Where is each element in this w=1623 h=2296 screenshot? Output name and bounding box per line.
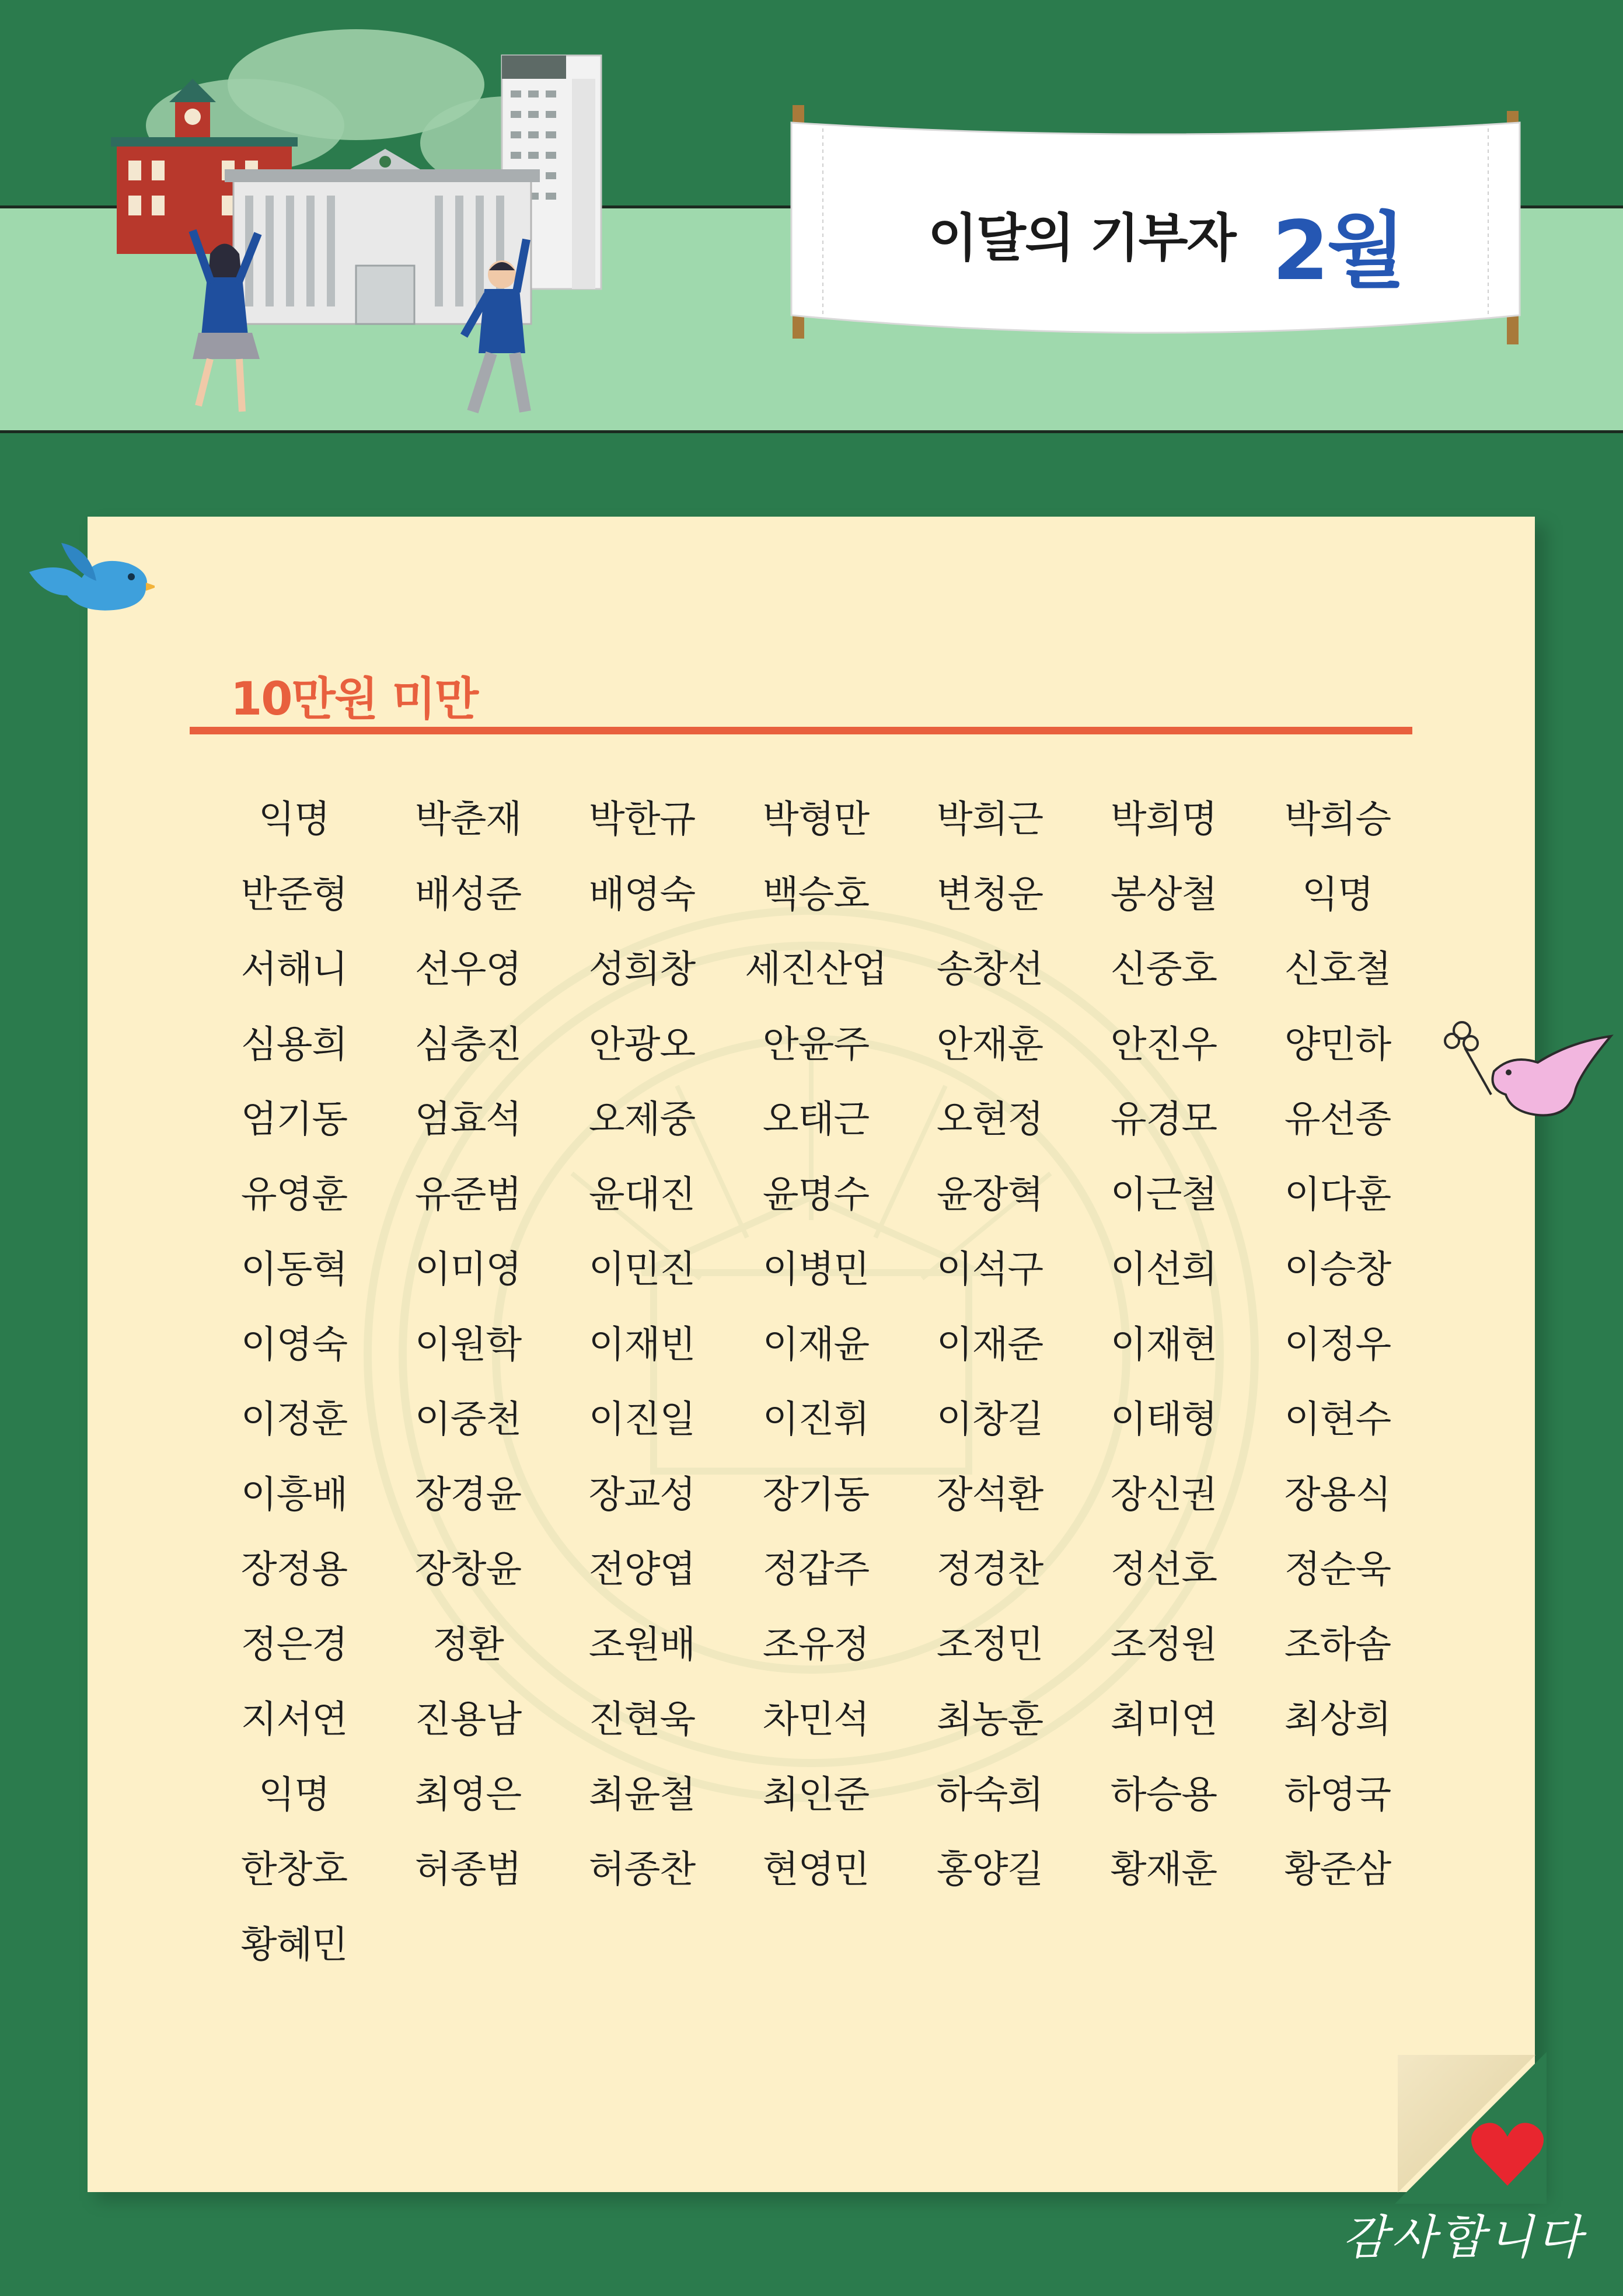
donor-name: 박희근	[936, 798, 1043, 841]
donor-name: 진용남	[414, 1698, 522, 1741]
donor-name: 이석구	[936, 1248, 1043, 1291]
donor-name: 최인준	[762, 1773, 870, 1817]
donor-name: 오제중	[588, 1098, 696, 1141]
donor-name: 박한규	[588, 798, 696, 841]
donor-name: 이병민	[762, 1248, 870, 1291]
section-title: 10만원 미만	[231, 673, 478, 726]
donor-name: 조유정	[762, 1623, 870, 1667]
donor-name: 세진산업	[745, 948, 887, 991]
donor-name: 반준형	[240, 873, 348, 917]
donor-name: 유경모	[1110, 1098, 1217, 1141]
donor-name: 하승용	[1110, 1773, 1217, 1817]
donor-name: 이창길	[936, 1398, 1043, 1441]
donor-name: 안광오	[588, 1023, 696, 1067]
donor-name: 장기동	[762, 1473, 870, 1517]
donor-name: 배영숙	[588, 873, 696, 917]
donor-name: 최상희	[1284, 1698, 1391, 1741]
donor-name: 장경윤	[414, 1473, 522, 1517]
donor-name: 윤대진	[588, 1173, 696, 1217]
donor-name: 이동혁	[240, 1248, 348, 1291]
donor-name: 익명	[259, 1773, 330, 1817]
donor-name: 최영은	[414, 1773, 522, 1817]
donor-name: 유준범	[414, 1173, 522, 1217]
donor-name: 정은경	[240, 1623, 348, 1667]
donor-name: 안윤주	[762, 1023, 870, 1067]
banner-title: 이달의 기부자	[928, 208, 1235, 268]
blue-bird-icon	[26, 531, 155, 619]
donor-name: 익명	[1302, 873, 1373, 917]
thank-you-text: 감사합니다	[1342, 2210, 1586, 2264]
donor-name: 이민진	[588, 1248, 696, 1291]
donor-name: 홍양길	[936, 1848, 1043, 1891]
heart-icon	[1470, 2120, 1545, 2188]
donor-name: 선우영	[414, 948, 522, 991]
donor-name: 이태형	[1110, 1398, 1217, 1441]
donor-name: 심용희	[240, 1023, 348, 1067]
donor-name: 이원학	[414, 1323, 522, 1367]
donor-name: 장창윤	[414, 1548, 522, 1591]
donor-name: 윤장혁	[936, 1173, 1043, 1217]
donor-name: 오현정	[936, 1098, 1043, 1141]
donor-name: 이진일	[588, 1398, 696, 1441]
donor-name: 장용식	[1284, 1473, 1391, 1517]
donor-name: 이정우	[1284, 1323, 1391, 1367]
donor-name: 황재훈	[1110, 1848, 1217, 1891]
donor-name: 이흥배	[240, 1473, 348, 1517]
donor-name: 신중호	[1110, 948, 1217, 991]
donor-name: 양민하	[1284, 1023, 1391, 1067]
donor-name: 봉상철	[1110, 873, 1217, 917]
pink-bird-icon	[1441, 1007, 1617, 1141]
donor-name: 조원배	[588, 1623, 696, 1667]
campus-illustration	[99, 9, 659, 429]
donor-name: 최농훈	[936, 1698, 1043, 1741]
donor-name: 조하솜	[1284, 1623, 1391, 1667]
donor-name: 하영국	[1284, 1773, 1391, 1817]
donor-name: 장석환	[936, 1473, 1043, 1517]
donor-name: 이선희	[1110, 1248, 1217, 1291]
donor-name: 한창호	[240, 1848, 348, 1891]
donor-name: 엄기동	[240, 1098, 348, 1141]
donor-name: 박희명	[1110, 798, 1217, 841]
donor-name: 현영민	[762, 1848, 870, 1891]
donor-name: 진현욱	[588, 1698, 696, 1741]
donor-name: 윤명수	[762, 1173, 870, 1217]
donor-name: 이중천	[414, 1398, 522, 1441]
donor-name: 백승호	[762, 873, 870, 917]
donor-name: 신호철	[1284, 948, 1391, 991]
donor-name: 황혜민	[240, 1923, 348, 1967]
section-divider	[190, 727, 1412, 734]
donor-list	[207, 782, 1433, 1983]
donor-name: 이영숙	[240, 1323, 348, 1367]
donor-name: 이정훈	[240, 1398, 348, 1441]
donor-name: 박춘재	[414, 798, 522, 841]
donor-name: 하숙희	[936, 1773, 1043, 1817]
donor-name: 배성준	[414, 873, 522, 917]
donor-name: 정갑주	[762, 1548, 870, 1591]
donor-name: 허종범	[414, 1848, 522, 1891]
donor-name: 장신권	[1110, 1473, 1217, 1517]
donor-name: 장정용	[240, 1548, 348, 1591]
donor-name: 이승창	[1284, 1248, 1391, 1291]
donor-name: 최미연	[1110, 1698, 1217, 1741]
donor-name: 전양엽	[588, 1548, 696, 1591]
donor-name: 안진우	[1110, 1023, 1217, 1067]
donor-name: 차민석	[762, 1698, 870, 1741]
donor-name: 허종찬	[588, 1848, 696, 1891]
donor-name: 황준삼	[1284, 1848, 1391, 1891]
donor-name: 정환	[432, 1623, 504, 1667]
donor-name: 장교성	[588, 1473, 696, 1517]
donor-name: 정순욱	[1284, 1548, 1391, 1591]
donor-name: 이진휘	[762, 1398, 870, 1441]
donor-name: 서해니	[240, 948, 348, 991]
donor-name: 최윤철	[588, 1773, 696, 1817]
donor-name: 이재윤	[762, 1323, 870, 1367]
donor-name: 익명	[259, 798, 330, 841]
donor-name: 성희창	[588, 948, 696, 991]
donor-name: 조정민	[936, 1623, 1043, 1667]
donor-name: 이근철	[1110, 1173, 1217, 1217]
donor-name: 이미영	[414, 1248, 522, 1291]
donor-name: 변청운	[936, 873, 1043, 917]
donor-name: 유영훈	[240, 1173, 348, 1217]
donor-name: 이재빈	[588, 1323, 696, 1367]
donor-name: 엄효석	[414, 1098, 522, 1141]
donor-name: 이재준	[936, 1323, 1043, 1367]
donor-name: 정선호	[1110, 1548, 1217, 1591]
donor-name: 안재훈	[936, 1023, 1043, 1067]
donor-name: 이다훈	[1284, 1173, 1391, 1217]
donor-name: 송창선	[936, 948, 1043, 991]
donor-name: 조정원	[1110, 1623, 1217, 1667]
donor-name: 심충진	[414, 1023, 522, 1067]
donor-name: 지서연	[240, 1698, 348, 1741]
donor-name: 이재현	[1110, 1323, 1217, 1367]
banner-month: 2월	[1272, 204, 1404, 299]
donor-name: 정경찬	[936, 1548, 1043, 1591]
donor-name: 박형만	[762, 798, 870, 841]
donor-name: 유선종	[1284, 1098, 1391, 1141]
donor-name: 오태근	[762, 1098, 870, 1141]
donor-name: 이현수	[1284, 1398, 1391, 1441]
donor-name: 박희승	[1284, 798, 1391, 841]
